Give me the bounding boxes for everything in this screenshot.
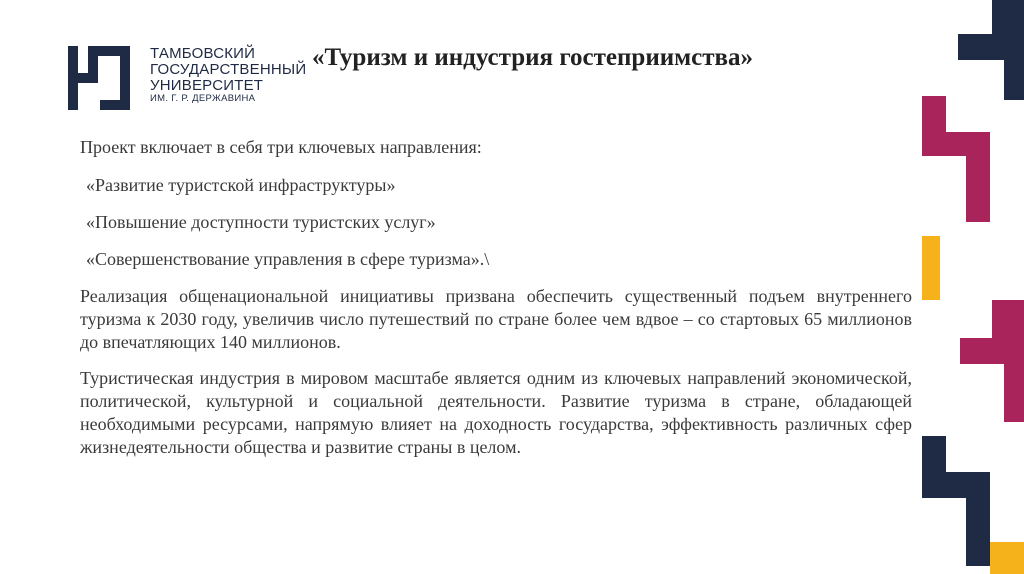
crimson-shape-lower <box>960 300 1024 422</box>
direction-item: «Повышение доступности туристских услуг» <box>86 212 436 232</box>
decorative-shapes <box>900 0 1024 574</box>
university-name-line-2: ГОСУДАРСТВЕННЫЙ <box>150 61 307 78</box>
paragraph-industry: Туристическая индустрия в мировом масштабе является одним из ключевых направлений экономической, политической, культурной и социальной деятельности. Развитие туризма в стране, обладающей необходимыми ресурсами, напрямую влияет на доходность государства, эффективность различных сфер жизнедеятельности общества и развитие страны в целом. <box>80 368 912 457</box>
paragraph-goal: Реализация общенациональной инициативы призвана обеспечить существенный подъем внутреннего туризма к 2030 году, увеличив число путешествий по стране более чем вдвое – со стартовых 65 миллионов до впечатляющих 140 миллионов. <box>80 286 912 352</box>
direction-item: «Развитие туристской инфраструктуры» <box>86 175 396 195</box>
navy-shape-top <box>958 0 1024 100</box>
university-logo-icon <box>68 46 130 110</box>
amber-bar-bottom <box>990 542 1024 574</box>
slide-title: «Туризм и индустрия гостеприимства» <box>312 44 754 71</box>
university-name-line-1: ТАМБОВСКИЙ <box>150 45 256 62</box>
navy-shape-lower <box>922 436 990 566</box>
university-name <box>150 46 306 105</box>
slide-content <box>80 136 912 472</box>
intro-text: Проект включает в себя три ключевых направления: <box>80 137 482 157</box>
direction-item: «Совершенствование управления в сфере туризма».\ <box>86 249 490 269</box>
university-name-line-3: УНИВЕРСИТЕТ <box>150 77 264 94</box>
crimson-shape-upper <box>922 96 990 222</box>
amber-bar-left <box>922 236 940 300</box>
university-name-line-4: ИМ. Г. Р. ДЕРЖАВИНА <box>150 93 256 104</box>
